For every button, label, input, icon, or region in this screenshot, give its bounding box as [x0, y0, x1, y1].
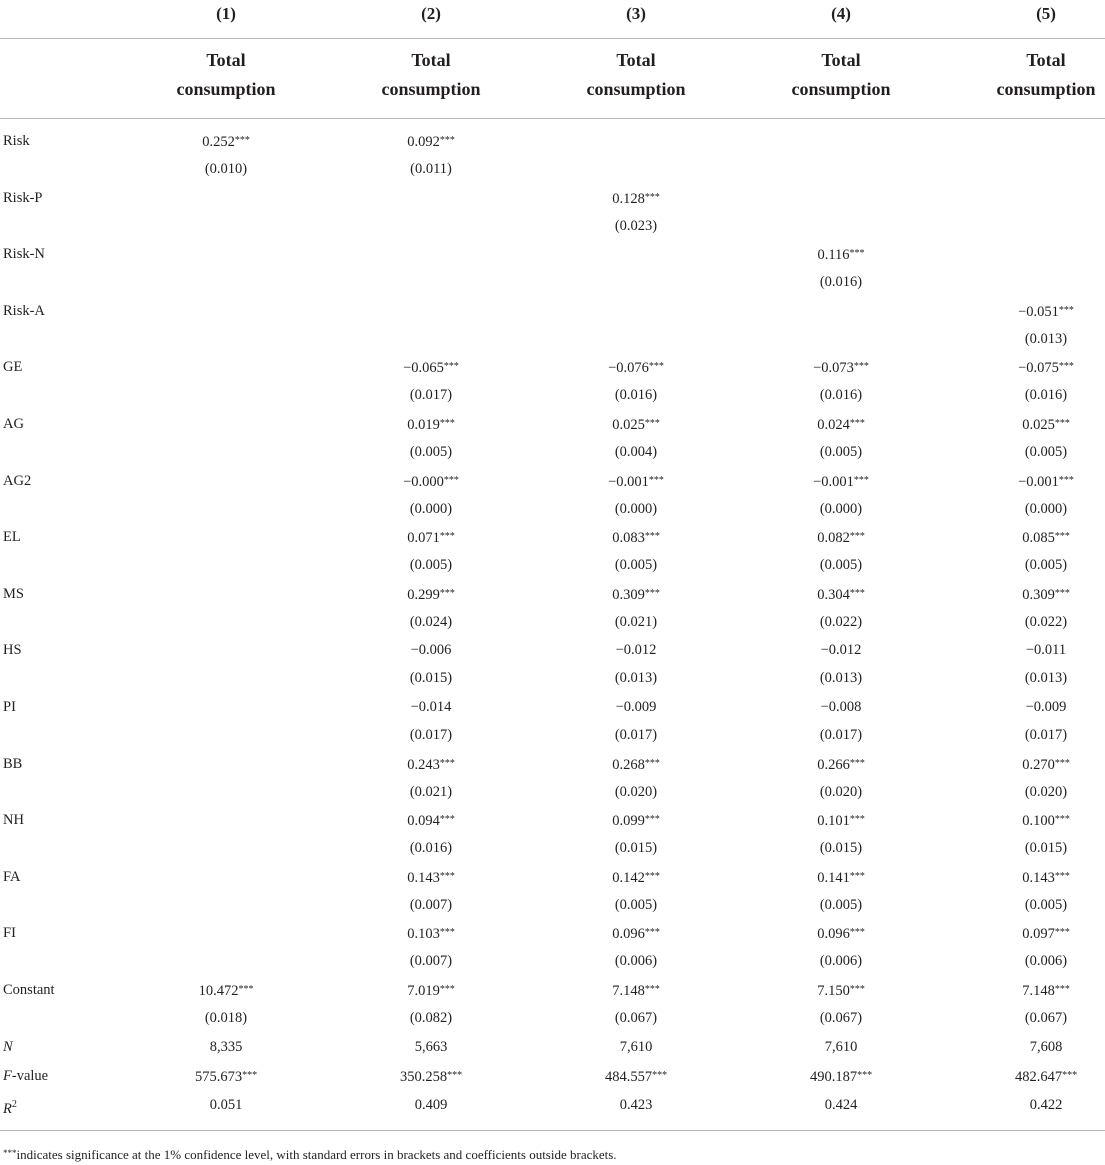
standard-error-cell: (0.017) — [409, 727, 453, 743]
standard-error-cell: (0.017) — [819, 727, 863, 743]
significance-stars: *** — [644, 927, 660, 939]
cell-value: 0.424 — [824, 1097, 858, 1113]
standard-error-cell: (0.000) — [819, 500, 863, 517]
significance-stars: *** — [644, 757, 660, 769]
standard-error-cell: (0.005) — [614, 557, 658, 574]
cell-value: 0.270 — [1022, 756, 1055, 773]
cell-value: 0.051 — [209, 1097, 243, 1113]
significance-stars: *** — [439, 757, 455, 769]
cell-value: 7.148 — [612, 983, 645, 999]
cell-value: 0.092 — [407, 134, 440, 150]
cell-value: 490.187 — [809, 1069, 858, 1085]
coefficient-cell — [746, 415, 936, 434]
significance-stars: *** — [439, 814, 455, 826]
standard-error-cell: (0.017) — [1024, 727, 1068, 743]
coefficient-cell — [336, 472, 526, 491]
significance-stars: *** — [849, 757, 865, 769]
standard-error-cell: (0.013) — [1024, 670, 1068, 687]
coefficient-cell — [746, 472, 936, 491]
significance-stars: *** — [447, 1070, 463, 1081]
stat-value-cell — [746, 1038, 936, 1056]
cell-value: 7,610 — [619, 1039, 653, 1055]
significance-stars: *** — [1054, 927, 1070, 939]
coefficient-cell — [541, 755, 731, 774]
coefficient-cell — [336, 811, 526, 830]
cell-value: 0.299 — [407, 586, 440, 603]
significance-stars: *** — [238, 984, 254, 995]
stat-label-superscript: 2 — [11, 1099, 17, 1110]
standard-error-cell: (0.000) — [1024, 500, 1068, 517]
significance-stars: *** — [849, 418, 865, 429]
cell-value: −0.011 — [1025, 642, 1067, 659]
column-header — [541, 46, 731, 104]
coefficient-cell — [131, 981, 321, 1000]
significance-stars: *** — [652, 1070, 668, 1081]
standard-error-cell: (0.016) — [819, 274, 863, 291]
significance-stars: *** — [644, 984, 660, 995]
coefficient-cell — [541, 528, 731, 547]
standard-error-cell: (0.020) — [819, 783, 863, 800]
cell-value: −0.051 — [1018, 303, 1059, 320]
coefficient-cell — [746, 641, 936, 659]
variable-label: GE — [3, 359, 23, 376]
coefficient-cell — [746, 755, 936, 774]
stat-value-cell — [336, 1096, 526, 1114]
variable-label: Risk-N — [3, 246, 45, 263]
standard-error-cell: (0.016) — [819, 387, 863, 404]
coefficient-cell — [541, 981, 731, 1000]
column-header-line: Total — [821, 50, 861, 70]
significance-stars: *** — [644, 814, 660, 826]
cell-value: 0.268 — [612, 756, 645, 773]
coefficient-cell — [541, 811, 731, 830]
significance-stars: *** — [439, 984, 455, 995]
significance-stars: *** — [1054, 870, 1070, 882]
coefficient-cell — [336, 981, 526, 1000]
cell-value: 7.148 — [1022, 983, 1055, 999]
significance-stars: *** — [857, 1070, 873, 1081]
cell-value: 0.143 — [407, 869, 440, 886]
variable-label: Constant — [3, 982, 55, 998]
stat-label-symbol: F — [3, 1068, 12, 1084]
table-rule — [0, 38, 1105, 39]
standard-error-cell: (0.017) — [409, 387, 453, 404]
coefficient-cell — [951, 641, 1105, 659]
standard-error-cell: (0.017) — [614, 727, 658, 743]
coefficient-cell — [541, 698, 731, 716]
coefficient-cell — [746, 585, 936, 604]
coefficient-cell — [951, 528, 1105, 547]
cell-value: −0.006 — [410, 642, 452, 659]
cell-value: 7,610 — [824, 1039, 858, 1055]
standard-error-cell: (0.007) — [409, 896, 453, 913]
cell-value: −0.012 — [820, 642, 862, 659]
significance-stars: *** — [439, 927, 455, 939]
significance-stars: *** — [439, 418, 455, 429]
cell-value: 0.096 — [612, 926, 645, 943]
cell-value: 0.141 — [817, 869, 850, 886]
standard-error-cell: (0.067) — [614, 1010, 658, 1026]
footnote-text: indicates significance at the 1% confidence level, with standard errors in brackets and coefficients outside brackets. — [16, 1147, 617, 1162]
cell-value: −0.009 — [615, 699, 657, 715]
significance-stars: *** — [1062, 1070, 1078, 1081]
standard-error-cell: (0.016) — [1024, 387, 1068, 404]
coefficient-cell — [746, 811, 936, 830]
significance-stars: *** — [849, 927, 865, 939]
coefficient-cell — [336, 415, 526, 434]
significance-stars: *** — [439, 587, 455, 599]
cell-value: −0.001 — [608, 473, 649, 490]
standard-error-cell: (0.067) — [1024, 1010, 1068, 1026]
variable-label: AG — [3, 416, 24, 432]
table-rule — [0, 118, 1105, 119]
footnote-stars: *** — [3, 1148, 17, 1158]
coefficient-cell — [746, 868, 936, 887]
standard-error-cell: (0.082) — [409, 1010, 453, 1026]
cell-value: 575.673 — [194, 1069, 243, 1085]
column-header-line: Total — [1026, 50, 1066, 70]
coefficient-cell — [746, 245, 936, 264]
coefficient-cell — [746, 924, 936, 943]
standard-error-cell: (0.004) — [614, 444, 658, 460]
stat-value-cell — [951, 1096, 1105, 1114]
coefficient-cell — [951, 358, 1105, 377]
standard-error-cell: (0.018) — [204, 1010, 248, 1026]
cell-value: 10.472 — [198, 983, 239, 999]
standard-error-cell: (0.006) — [1024, 953, 1068, 970]
standard-error-cell: (0.005) — [409, 557, 453, 574]
standard-error-cell: (0.005) — [1024, 557, 1068, 574]
standard-error-cell: (0.005) — [409, 444, 453, 460]
cell-value: −0.001 — [813, 473, 854, 490]
standard-error-cell: (0.015) — [1024, 840, 1068, 857]
coefficient-cell — [336, 698, 526, 716]
coefficient-cell — [746, 981, 936, 1000]
significance-stars: *** — [1058, 304, 1074, 316]
coefficient-cell — [951, 755, 1105, 774]
standard-error-cell: (0.021) — [409, 783, 453, 800]
coefficient-cell — [336, 641, 526, 659]
coefficient-cell — [131, 132, 321, 151]
stat-label-symbol: R — [3, 1100, 12, 1117]
stat-value-cell — [336, 1067, 526, 1086]
standard-error-cell: (0.013) — [614, 670, 658, 687]
column-header-line: consumption — [586, 79, 686, 99]
standard-error-cell: (0.005) — [1024, 444, 1068, 460]
significance-stars: *** — [849, 814, 865, 826]
significance-stars: *** — [853, 361, 869, 373]
stat-value-cell — [131, 1096, 321, 1114]
standard-error-cell: (0.013) — [1024, 330, 1068, 347]
coefficient-cell — [951, 302, 1105, 321]
significance-stars: *** — [849, 870, 865, 882]
cell-value: 0.423 — [619, 1097, 653, 1113]
significance-stars: *** — [1054, 587, 1070, 599]
coefficient-cell — [541, 415, 731, 434]
cell-value: 0.019 — [407, 417, 440, 433]
coefficient-cell — [951, 472, 1105, 491]
coefficient-cell — [336, 358, 526, 377]
cell-value: 5,663 — [414, 1039, 448, 1055]
significance-stars: *** — [648, 474, 664, 486]
standard-error-cell: (0.021) — [614, 613, 658, 630]
significance-stars: *** — [1054, 984, 1070, 995]
column-header-line: Total — [616, 50, 656, 70]
variable-label: AG2 — [3, 472, 32, 489]
significance-stars: *** — [849, 531, 865, 543]
significance-stars: *** — [849, 248, 865, 260]
cell-value: 0.071 — [407, 530, 440, 547]
cell-value: 0.085 — [1022, 530, 1055, 547]
stat-label — [3, 1096, 17, 1118]
standard-error-cell: (0.015) — [409, 670, 453, 687]
coefficient-cell — [951, 811, 1105, 830]
cell-value: 350.258 — [399, 1069, 448, 1085]
variable-label: EL — [3, 529, 21, 546]
standard-error-cell: (0.024) — [409, 613, 453, 630]
significance-stars: *** — [644, 191, 660, 203]
variable-label: PI — [3, 699, 16, 715]
coefficient-cell — [336, 924, 526, 943]
column-header — [746, 46, 936, 104]
stat-value-cell — [131, 1038, 321, 1056]
coefficient-cell — [336, 755, 526, 774]
cell-value: 7.150 — [817, 983, 850, 999]
stat-value-cell — [541, 1067, 731, 1086]
standard-error-cell: (0.015) — [614, 840, 658, 857]
significance-stars: *** — [439, 870, 455, 882]
standard-error-cell: (0.005) — [1024, 896, 1068, 913]
cell-value: 0.128 — [612, 190, 645, 207]
cell-value: 484.557 — [604, 1069, 653, 1085]
significance-stars: *** — [439, 531, 455, 543]
coefficient-cell — [541, 472, 731, 491]
significance-stars: *** — [439, 135, 455, 146]
coefficient-cell — [336, 132, 526, 151]
standard-error-cell: (0.013) — [819, 670, 863, 687]
standard-error-cell: (0.020) — [1024, 783, 1068, 800]
coefficient-cell — [746, 698, 936, 716]
standard-error-cell: (0.016) — [614, 387, 658, 404]
coefficient-cell — [951, 415, 1105, 434]
cell-value: −0.065 — [403, 360, 444, 377]
cell-value: 0.304 — [817, 586, 850, 603]
cell-value: 0.096 — [817, 926, 850, 943]
significance-stars: *** — [234, 135, 250, 146]
coefficient-cell — [541, 641, 731, 659]
column-header-line: Total — [411, 50, 451, 70]
cell-value: 0.116 — [817, 247, 850, 264]
coefficient-cell — [951, 698, 1105, 716]
column-header-line: consumption — [791, 79, 891, 99]
variable-label: HS — [3, 642, 22, 659]
coefficient-cell — [541, 189, 731, 208]
standard-error-cell: (0.067) — [819, 1010, 863, 1026]
standard-error-cell: (0.005) — [819, 896, 863, 913]
significance-stars: *** — [644, 870, 660, 882]
column-header — [131, 46, 321, 104]
table-rule — [0, 1130, 1105, 1131]
cell-value: 7,608 — [1029, 1039, 1063, 1055]
stat-value-cell — [746, 1067, 936, 1086]
standard-error-cell: (0.000) — [409, 500, 453, 517]
column-number: (2) — [421, 4, 441, 23]
column-number: (1) — [216, 4, 236, 23]
standard-error-cell: (0.005) — [819, 557, 863, 574]
standard-error-cell: (0.000) — [614, 500, 658, 517]
cell-value: 0.083 — [612, 530, 645, 547]
coefficient-cell — [541, 924, 731, 943]
coefficient-cell — [951, 981, 1105, 1000]
significance-stars: *** — [853, 474, 869, 486]
cell-value: 0.266 — [817, 756, 850, 773]
standard-error-cell: (0.010) — [204, 161, 248, 177]
cell-value: 0.024 — [817, 417, 850, 433]
significance-stars: *** — [644, 418, 660, 429]
variable-label: FA — [3, 868, 21, 885]
coefficient-cell — [336, 868, 526, 887]
significance-stars: *** — [1054, 418, 1070, 429]
stat-label — [3, 1067, 48, 1085]
stat-label-text: -value — [11, 1068, 49, 1084]
cell-value: 7.019 — [407, 983, 440, 999]
variable-label: MS — [3, 585, 24, 602]
cell-value: 0.100 — [1022, 813, 1055, 830]
standard-error-cell: (0.022) — [819, 613, 863, 630]
coefficient-cell — [951, 924, 1105, 943]
significance-stars: *** — [1054, 757, 1070, 769]
coefficient-cell — [746, 358, 936, 377]
stat-label — [3, 1038, 13, 1056]
table-footnote — [3, 1145, 617, 1163]
cell-value: 0.422 — [1029, 1097, 1063, 1113]
coefficient-cell — [336, 585, 526, 604]
significance-stars: *** — [1054, 814, 1070, 826]
standard-error-cell: (0.005) — [614, 896, 658, 913]
significance-stars: *** — [644, 587, 660, 599]
coefficient-cell — [541, 358, 731, 377]
significance-stars: *** — [648, 361, 664, 373]
cell-value: 0.094 — [407, 813, 440, 830]
cell-value: 0.309 — [1022, 586, 1055, 603]
cell-value: 0.025 — [1022, 417, 1055, 433]
standard-error-cell: (0.015) — [819, 840, 863, 857]
stat-value-cell — [951, 1038, 1105, 1056]
significance-stars: *** — [1054, 531, 1070, 543]
standard-error-cell: (0.007) — [409, 953, 453, 970]
cell-value: −0.009 — [1025, 699, 1067, 715]
significance-stars: *** — [242, 1070, 258, 1081]
column-header — [951, 46, 1105, 104]
significance-stars: *** — [849, 984, 865, 995]
coefficient-cell — [746, 528, 936, 547]
column-header-line: consumption — [381, 79, 481, 99]
variable-label: Risk-P — [3, 189, 43, 206]
cell-value: −0.073 — [813, 360, 854, 377]
column-number: (5) — [1036, 4, 1056, 23]
standard-error-cell: (0.011) — [410, 161, 452, 177]
cell-value: 0.143 — [1022, 869, 1055, 886]
significance-stars: *** — [1058, 361, 1074, 373]
cell-value: 0.082 — [817, 530, 850, 547]
variable-label: FI — [3, 925, 16, 942]
cell-value: 0.101 — [817, 813, 850, 830]
variable-label: NH — [3, 812, 24, 829]
standard-error-cell: (0.006) — [819, 953, 863, 970]
stat-value-cell — [951, 1067, 1105, 1086]
significance-stars: *** — [1058, 474, 1074, 486]
column-number: (3) — [626, 4, 646, 23]
stat-value-cell — [746, 1096, 936, 1114]
cell-value: 482.647 — [1014, 1069, 1063, 1085]
cell-value: 0.252 — [202, 134, 235, 150]
variable-label: Risk-A — [3, 302, 45, 319]
cell-value: 0.099 — [612, 813, 645, 830]
cell-value: −0.076 — [608, 360, 649, 377]
cell-value: 0.025 — [612, 417, 645, 433]
cell-value: −0.001 — [1018, 473, 1059, 490]
variable-label: BB — [3, 755, 23, 772]
cell-value: 8,335 — [209, 1039, 243, 1055]
significance-stars: *** — [443, 474, 459, 486]
column-header — [336, 46, 526, 104]
coefficient-cell — [336, 528, 526, 547]
significance-stars: *** — [644, 531, 660, 543]
stat-label-symbol: N — [3, 1039, 13, 1055]
cell-value: −0.012 — [615, 642, 657, 659]
variable-label: Risk — [3, 133, 30, 149]
significance-stars: *** — [443, 361, 459, 373]
column-header-line: consumption — [996, 79, 1096, 99]
coefficient-cell — [541, 868, 731, 887]
column-header-line: Total — [206, 50, 246, 70]
cell-value: −0.000 — [403, 473, 444, 490]
standard-error-cell: (0.020) — [614, 783, 658, 800]
coefficient-cell — [541, 585, 731, 604]
cell-value: 0.309 — [612, 586, 645, 603]
standard-error-cell: (0.005) — [819, 444, 863, 460]
standard-error-cell: (0.016) — [409, 840, 453, 857]
cell-value: 0.243 — [407, 756, 440, 773]
cell-value: 0.409 — [414, 1097, 448, 1113]
cell-value: −0.075 — [1018, 360, 1059, 377]
stat-value-cell — [131, 1067, 321, 1086]
cell-value: −0.008 — [820, 699, 862, 715]
cell-value: −0.014 — [410, 699, 452, 715]
column-header-line: consumption — [176, 79, 276, 99]
column-number: (4) — [831, 4, 851, 23]
cell-value: 0.142 — [612, 869, 645, 886]
coefficient-cell — [951, 868, 1105, 887]
standard-error-cell: (0.023) — [614, 217, 658, 234]
cell-value: 0.097 — [1022, 926, 1055, 943]
cell-value: 0.103 — [407, 926, 440, 943]
standard-error-cell: (0.006) — [614, 953, 658, 970]
standard-error-cell: (0.022) — [1024, 613, 1068, 630]
stat-value-cell — [541, 1038, 731, 1056]
significance-stars: *** — [849, 587, 865, 599]
stat-value-cell — [336, 1038, 526, 1056]
stat-value-cell — [541, 1096, 731, 1114]
coefficient-cell — [951, 585, 1105, 604]
